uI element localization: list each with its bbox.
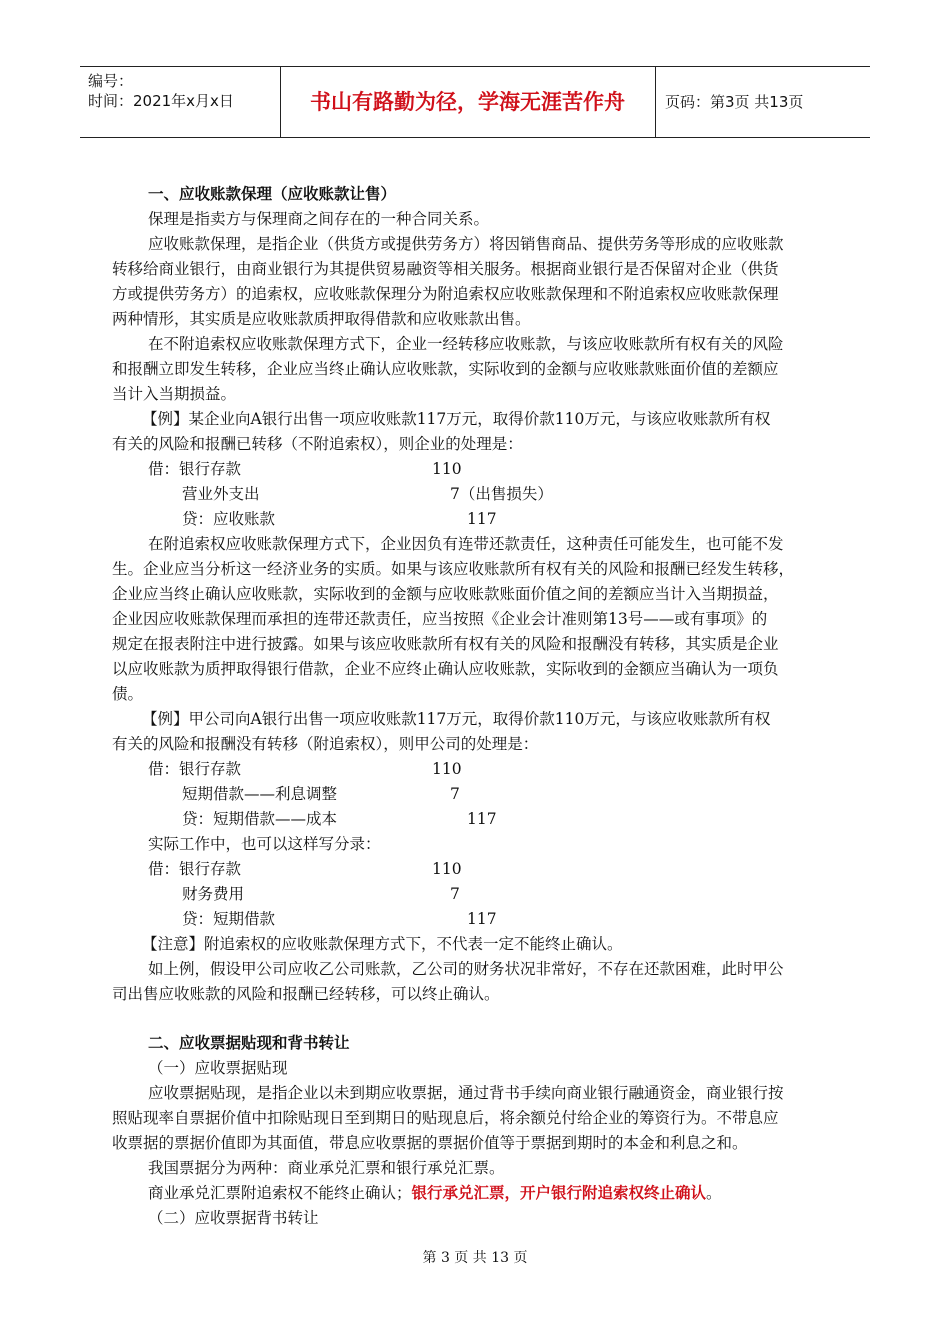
paragraph-line: 应收票据贴现，是指企业以未到期应收票据，通过背书手续向商业银行融通资金，商业银行按 <box>148 1084 784 1102</box>
page-header <box>80 66 870 138</box>
entry-amount: 7 <box>450 785 460 803</box>
entry-amount: 7（出售损失） <box>450 485 553 503</box>
paragraph-line: 我国票据分为两种：商业承兑汇票和银行承兑汇票。 <box>148 1159 505 1177</box>
header-motto: 书山有路勤为径，学海无涯苦作舟 <box>310 90 625 114</box>
entry-amount: 117 <box>467 910 497 928</box>
paragraph-line: 和报酬立即发生转移，企业应当终止确认应收账款，实际收到的金额与应收账款账面价值的差额应 <box>112 360 779 378</box>
paragraph-line: 【注意】附追索权的应收账款保理方式下，不代表一定不能终止确认。 <box>142 935 623 953</box>
paragraph-line: 【例】某企业向A银行出售一项应收账款117万元，取得价款110万元，与该应收账款所有权 <box>142 410 771 428</box>
plain-text: 。 <box>706 1184 722 1202</box>
paragraph-line: 生。企业应当分析这一经济业务的实质。如果与该应收账款所有权有关的风险和报酬已经发生转移， <box>112 560 795 578</box>
paragraph-line: 司出售应收账款的风险和报酬已经转移，可以终止确认。 <box>112 985 500 1003</box>
section-heading: 一、应收账款保理（应收账款让售） <box>148 184 397 203</box>
paragraph-line: 企业应当终止确认应收账款，实际收到的金额与应收账款账面价值之间的差额应当计入当期损益， <box>112 585 779 603</box>
paragraph-line: 如上例，假设甲公司应收乙公司账款，乙公司的财务状况非常好，不存在还款困难，此时甲公 <box>148 960 784 978</box>
subsection-heading: （二）应收票据背书转让 <box>148 1209 319 1227</box>
code-label: 编号： <box>88 72 134 90</box>
header-divider <box>655 67 656 137</box>
entry-account: 借：银行存款 <box>148 860 242 878</box>
entry-account: 营业外支出 <box>182 485 260 503</box>
entry-amount: 110 <box>432 760 462 778</box>
entry-amount: 117 <box>467 810 497 828</box>
subsection-heading: （一）应收票据贴现 <box>148 1059 288 1077</box>
paragraph-line: 应收账款保理，是指企业（供货方或提供劳务方）将因销售商品、提供劳务等形成的应收账款 <box>148 235 784 253</box>
page-footer: 第 3 页 共 13 页 <box>422 1250 528 1266</box>
entry-account: 短期借款——利息调整 <box>182 785 338 803</box>
paragraph-line: 在附追索权应收账款保理方式下，企业因负有连带还款责任，这种责任可能发生，也可能不发 <box>148 535 784 553</box>
paragraph-line: 转移给商业银行，由商业银行为其提供贸易融资等相关服务。根据商业银行是否保留对企业（供货 <box>112 260 779 278</box>
paragraph-line: 债。 <box>112 685 144 703</box>
paragraph-line: 【例】甲公司向A银行出售一项应收账款117万元，取得价款110万元，与该应收账款所有权 <box>142 710 771 728</box>
entry-account: 贷：应收账款 <box>182 510 276 528</box>
entry-account: 借：银行存款 <box>148 460 242 478</box>
paragraph-line: 当计入当期损益。 <box>112 385 237 403</box>
entry-amount: 7 <box>450 885 460 903</box>
entry-amount: 117 <box>467 510 497 528</box>
paragraph-line: 有关的风险和报酬没有转移（附追索权），则甲公司的处理是： <box>112 735 539 753</box>
paragraph-line: 企业因应收账款保理而承担的连带还款责任，应当按照《企业会计准则第13号——或有事项》的 <box>112 610 768 628</box>
paragraph-line: 收票据的票据价值即为其面值，带息应收票据的票据价值等于票据到期时的本金和利息之和。 <box>112 1134 748 1152</box>
paragraph-line: 方或提供劳务方）的追索权，应收账款保理分为附追索权应收账款保理和不附追索权应收账款保理 <box>112 285 779 303</box>
paragraph-line: 有关的风险和报酬已转移（不附追索权），则企业的处理是： <box>112 435 523 453</box>
paragraph-line: 照贴现率自票据价值中扣除贴现日至到期日的贴现息后，将余额兑付给企业的筹资行为。不带息应 <box>112 1109 779 1127</box>
paragraph-line: 保理是指卖方与保理商之间存在的一种合同关系。 <box>148 210 490 228</box>
time-label: 时间：2021年x月x日 <box>88 92 234 110</box>
paragraph-line: 两种情形，其实质是应收账款质押取得借款和应收账款出售。 <box>112 310 531 328</box>
entry-account: 贷：短期借款 <box>182 910 276 928</box>
entry-account: 贷：短期借款——成本 <box>182 810 338 828</box>
paragraph-line: 在不附追索权应收账款保理方式下，企业一经转移应收账款，与该应收账款所有权有关的风险 <box>148 335 784 353</box>
entry-account: 借：银行存款 <box>148 760 242 778</box>
entry-account: 财务费用 <box>182 885 245 903</box>
header-meta <box>80 67 280 137</box>
paragraph-line: 以应收账款为质押取得银行借款，企业不应终止确认应收账款，实际收到的金额应当确认为一项负 <box>112 660 779 678</box>
paragraph-line: 规定在报表附注中进行披露。如果与该应收账款所有权有关的风险和报酬没有转移，其实质是企业 <box>112 635 779 653</box>
header-page-label: 页码：第3页 共13页 <box>665 93 804 111</box>
paragraph-line: 实际工作中，也可以这样写分录： <box>148 835 381 853</box>
plain-text: 商业承兑汇票附追索权不能终止确认； <box>148 1184 412 1202</box>
entry-amount: 110 <box>432 860 462 878</box>
section-heading: 二、应收票据贴现和背书转让 <box>148 1033 350 1052</box>
highlight-text: 银行承兑汇票，开户银行附追索权终止确认 <box>411 1183 707 1202</box>
paragraph-line <box>148 1181 722 1205</box>
entry-amount: 110 <box>432 460 462 478</box>
